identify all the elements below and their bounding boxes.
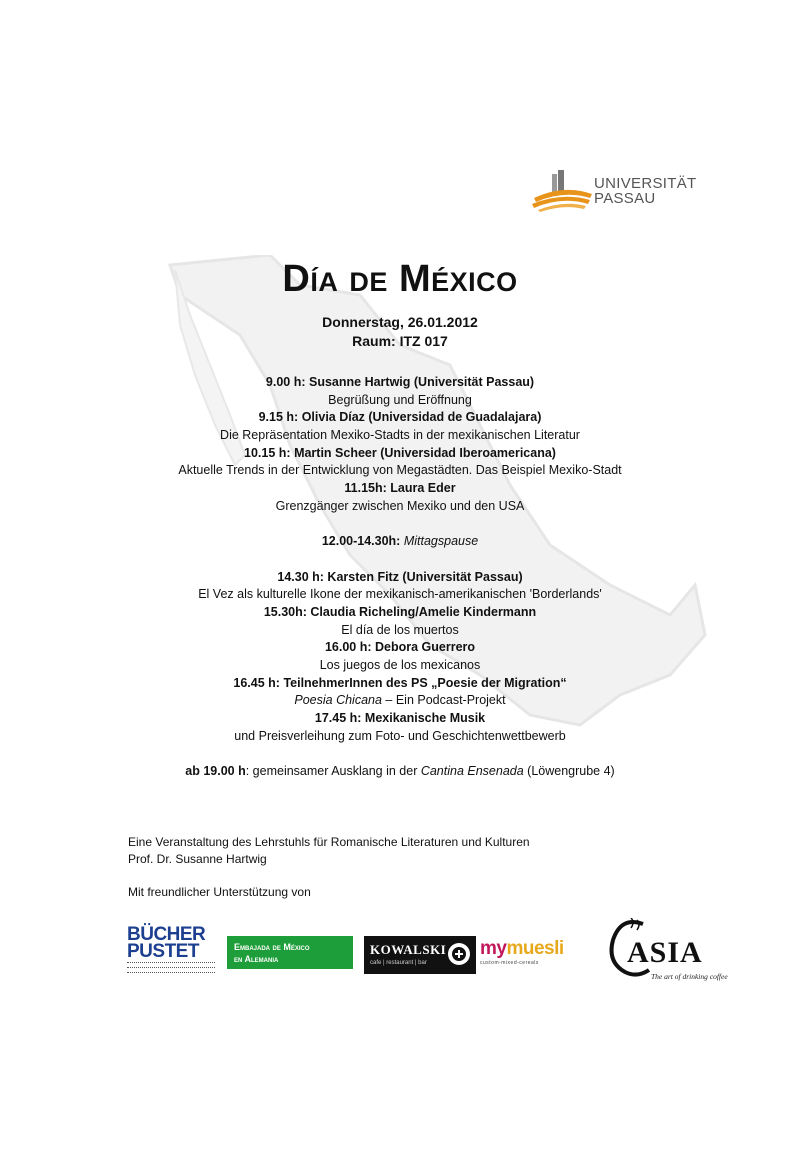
program-item-time-speaker: 14.30 h: Karsten Fitz (Universität Passau) (277, 569, 523, 584)
event-date: Donnerstag, 26.01.2012 (322, 314, 478, 330)
program-schedule (0, 374, 800, 781)
program-item-time-speaker: 16.00 h: Debora Guerrero (324, 640, 476, 655)
university-name-line1: UNIVERSITÄT (594, 175, 697, 192)
program-item-desc: Los juegos de los mexicanos (319, 658, 481, 672)
university-name-line2: PASSAU (594, 190, 656, 207)
program-item-desc: Poesia Chicana – Ein Podcast-Projekt (294, 693, 506, 708)
program-item-time-speaker: 11.15h: Laura Eder (344, 481, 456, 496)
sponsor-mymuesli-logo: mymuesli custom-mixed-cereals (480, 938, 564, 966)
sponsor-kowalski-logo: KOWALSKI cafe | restaurant | bar (364, 936, 476, 974)
program-item-time-speaker: 16.45 h: TeilnehmerInnen des PS „Poesie der Migration“ (233, 675, 567, 690)
program-item-desc: und Preisverleihung zum Foto- und Geschichtenwettbewerb (234, 728, 566, 743)
sponsor-buecher-pustet-logo: BÜCHER PUSTET (127, 926, 219, 986)
lunch-break: 12.00-14.30h: Mittagspause (321, 534, 479, 549)
organizer-professor: Prof. Dr. Susanne Hartwig (128, 852, 267, 866)
page-title: Día de México (282, 258, 518, 300)
university-logo-mark-icon (530, 168, 594, 212)
organizer-text: Eine Veranstaltung des Lehrstuhls für Romanische Literaturen und Kulturen (128, 835, 530, 849)
sponsor-casia-logo: ASIA The art of drinking coffee (601, 918, 731, 990)
program-item-desc: El día de los muertos (341, 622, 459, 637)
kowalski-emblem-icon (447, 942, 471, 966)
program-item-time-speaker: 9.15 h: Olivia Díaz (Universidad de Guadalajara) (258, 410, 542, 425)
sponsor-embajada-mexico-logo: Embajada de México en Alemania (227, 936, 353, 969)
program-item-desc: Begrüßung und Eröffnung (328, 392, 472, 407)
program-item-time-speaker: 17.45 h: Mexikanische Musik (314, 711, 486, 726)
event-room: Raum: ITZ 017 (352, 333, 448, 349)
program-item-time-speaker: 10.15 h: Martin Scheer (Universidad Iberoamericana) (244, 445, 556, 460)
support-note: Mit freundlicher Unterstützung von (128, 885, 311, 899)
program-item-desc: Aktuelle Trends in der Entwicklung von Megastädten. Das Beispiel Mexiko-Stadt (178, 463, 622, 478)
organizer-note (128, 834, 530, 868)
closing-event: ab 19.00 h: gemeinsamer Ausklang in der Cantina Ensenada (Löwengrube 4) (185, 764, 615, 779)
program-item-time-speaker: 15.30h: Claudia Richeling/Amelie Kindermann (263, 604, 537, 619)
program-item-desc: Grenzgänger zwischen Mexiko und den USA (275, 498, 525, 513)
program-item-time-speaker: 9.00 h: Susanne Hartwig (Universität Passau) (265, 375, 535, 389)
sponsor-logos (127, 918, 727, 993)
program-item-desc: Die Repräsentation Mexiko-Stadts in der mexikanischen Literatur (220, 428, 580, 443)
program-item-desc: El Vez als kulturelle Ikone der mexikanisch-amerikanischen 'Borderlands' (198, 587, 602, 602)
university-passau-logo (530, 168, 730, 218)
